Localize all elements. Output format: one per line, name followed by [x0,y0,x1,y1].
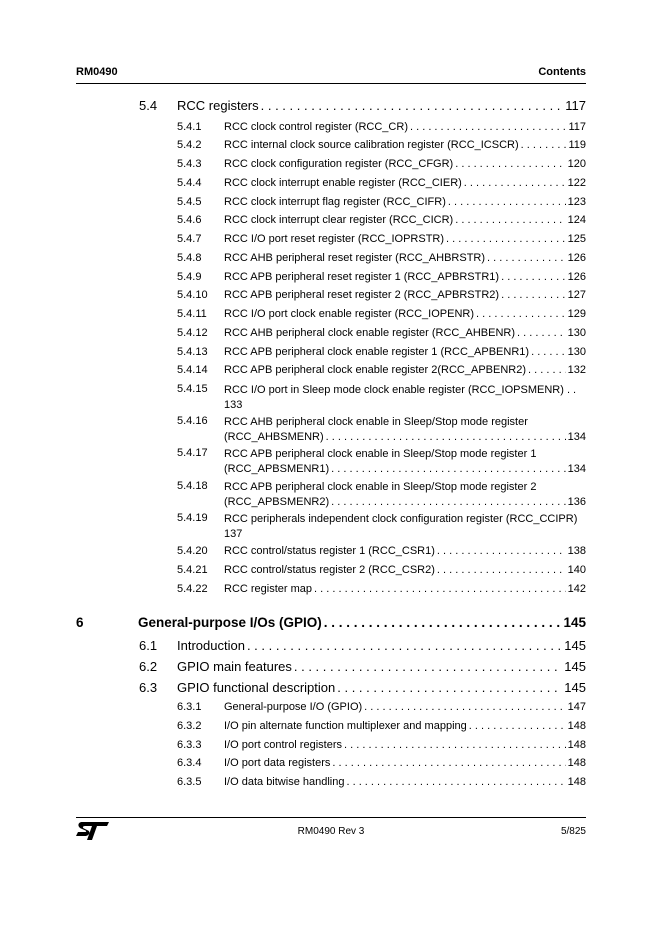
toc-entry-6-1[interactable]: 6.1 Introduction . . . 145 [139,638,586,653]
toc-entry[interactable]: 5.4.14 RCC APB peripheral clock enable register 2(RCC_APBENR2) . . . 132 [177,364,586,376]
toc-entry[interactable]: 5.4.12 RCC AHB peripheral clock enable register (RCC_AHBENR) . . . 130 [177,327,586,339]
toc-entry[interactable]: 5.4.10 RCC APB peripheral reset register 2 (RCC_APBRSTR2) . . . 127 [177,289,586,301]
header-doc-id: RM0490 [76,66,118,78]
toc-entry[interactable]: 5.4.13 RCC APB peripheral clock enable register 1 (RCC_APBENR1) . . . 130 [177,346,586,358]
toc-entry[interactable]: 5.4.1 RCC clock control register (RCC_CR) . . . 117 [177,121,586,133]
toc-entry[interactable]: 5.4.20 RCC control/status register 1 (RCC_CSR1) . . . 138 [177,545,586,557]
toc-entry[interactable]: 5.4.7 RCC I/O port reset register (RCC_IOPRSTR) . . . 125 [177,233,586,245]
toc-entry[interactable]: 6.3.2 I/O pin alternate function multiplexer and mapping . . . 148 [177,720,586,732]
footer-doc-rev: RM0490 Rev 3 [297,826,365,837]
toc-entry-5-4-17[interactable]: 5.4.17 RCC APB peripheral clock enable in Sleep/Stop mode register 1 (RCC_APBSMENR1) . . . 134 [177,447,586,477]
toc-entry[interactable]: 5.4.8 RCC AHB peripheral reset register (RCC_AHBRSTR) . . . 126 [177,252,586,264]
toc-entry-5-4-16[interactable]: 5.4.16 RCC AHB peripheral clock enable in Sleep/Stop mode register (RCC_AHBSMENR) . . . 134 [177,415,586,445]
toc-entry[interactable]: 5.4.6 RCC clock interrupt clear register (RCC_CICR) . . . 124 [177,214,586,226]
toc-entry-5-4[interactable]: 5.4 RCC registers . . . 117 [139,98,586,113]
footer-rule [76,817,586,818]
header-rule [76,83,586,84]
toc-entry[interactable]: 5.4.2 RCC internal clock source calibration register (RCC_ICSCR) . . . 119 [177,139,586,151]
toc-entry[interactable]: 5.4.5 RCC clock interrupt flag register (RCC_CIFR) . . . 123 [177,196,586,208]
toc-entry[interactable]: 6.3.4 I/O port data registers . . . 148 [177,757,586,769]
header-section: Contents [538,66,586,78]
toc-entry-6-3[interactable]: 6.3 GPIO functional description . . . 145 [139,680,586,695]
toc-entry[interactable]: 6.3.5 I/O data bitwise handling . . . 148 [177,776,586,788]
footer-page-number: 5/825 [560,826,586,837]
toc-entry-6-2[interactable]: 6.2 GPIO main features . . . 145 [139,659,586,674]
toc-entry-5-4-15[interactable]: 5.4.15 RCC I/O port in Sleep mode clock enable register (RCC_IOPSMENR) . . 133 [177,383,577,411]
toc-entry[interactable]: 5.4.3 RCC clock configuration register (RCC_CFGR) . . . 120 [177,158,586,170]
toc-entry[interactable]: 6.3.1 General-purpose I/O (GPIO) . . . 147 [177,701,586,713]
toc-entry[interactable]: 5.4.22 RCC register map . . . 142 [177,583,586,595]
toc-entry[interactable]: 5.4.21 RCC control/status register 2 (RCC_CSR2) . . . 140 [177,564,586,576]
toc-entry[interactable]: 5.4.11 RCC I/O port clock enable register (RCC_IOPENR) . . . 129 [177,308,586,320]
toc-entry[interactable]: 6.3.3 I/O port control registers . . . 148 [177,739,586,751]
toc-entry-5-4-19[interactable]: 5.4.19 RCC peripherals independent clock configuration register (RCC_CCIPR) 137 [177,512,578,540]
toc-entry[interactable]: 5.4.4 RCC clock interrupt enable register (RCC_CIER) . . . 122 [177,177,586,189]
toc-entry-5-4-18[interactable]: 5.4.18 RCC APB peripheral clock enable in Sleep/Stop mode register 2 (RCC_APBSMENR2) . . . 136 [177,480,586,510]
toc-chapter-6[interactable]: 6 General-purpose I/Os (GPIO) . . . 145 [76,615,586,630]
toc-entry[interactable]: 5.4.9 RCC APB peripheral reset register 1 (RCC_APBRSTR1) . . . 126 [177,271,586,283]
